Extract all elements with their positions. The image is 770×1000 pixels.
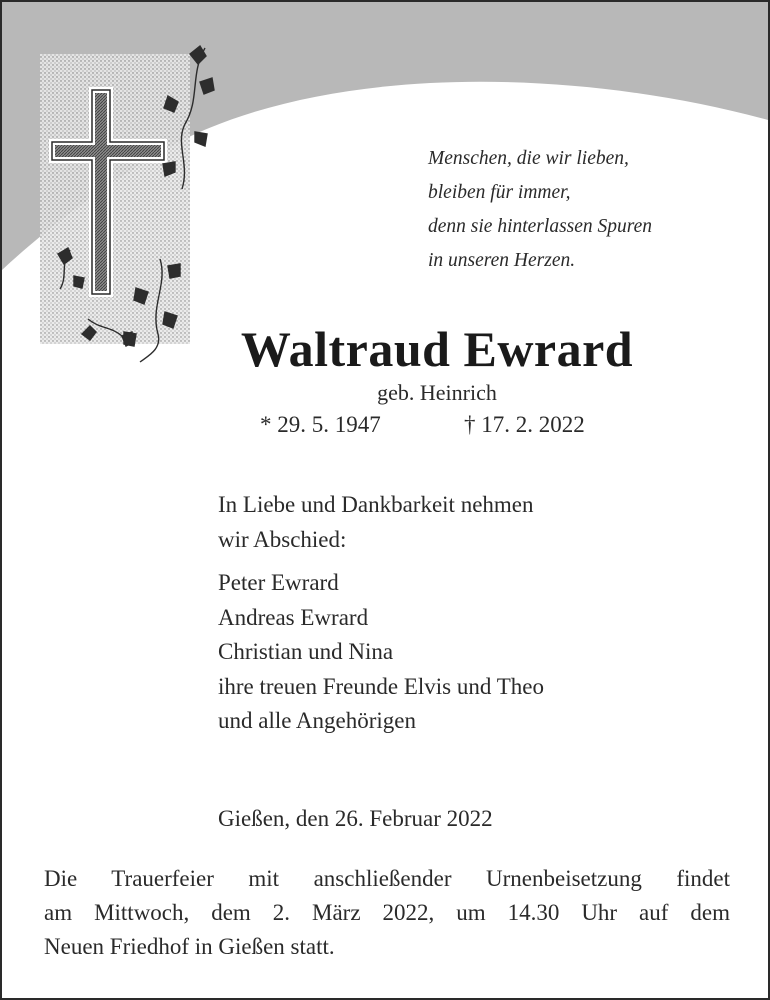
mourner-name: Andreas Ewrard (218, 604, 369, 630)
birth-name: geb. Heinrich (377, 380, 497, 405)
intro-line: wir Abschied: (218, 526, 347, 552)
deceased-name: Waltraud Ewrard (240, 321, 634, 377)
mourner-name: ihre treuen Freunde Elvis und Theo (218, 673, 544, 699)
death-date: † 17. 2. 2022 (464, 412, 585, 437)
poem-line: in unseren Herzen. (428, 250, 576, 271)
mourner-name: und alle Angehörigen (218, 708, 417, 733)
farewell-intro (218, 488, 534, 557)
ceremony-details (44, 862, 730, 964)
place-and-date: Gießen, den 26. Februar 2022 (218, 806, 493, 831)
birth-date: * 29. 5. 1947 (260, 412, 381, 437)
intro-line: In Liebe und Dankbarkeit nehmen (218, 492, 534, 517)
mourner-name: Peter Ewrard (218, 570, 339, 595)
ceremony-line: am Mittwoch, dem 2. März 2022, um 14.30 Uhr auf dem (44, 900, 730, 925)
poem-line: denn sie hinterlassen Spuren (428, 216, 653, 237)
ceremony-line: Neuen Friedhof in Gießen statt. (44, 934, 335, 959)
memorial-poem (428, 142, 748, 278)
ceremony-line: Die Trauerfeier mit anschließender Urnenbeisetzung findet (44, 866, 730, 891)
mourner-name: Christian und Nina (218, 639, 394, 664)
cross-with-ivy-illustration (40, 44, 220, 364)
mourners-list (218, 566, 544, 739)
poem-line: Menschen, die wir lieben, (428, 148, 629, 169)
poem-line: bleiben für immer, (428, 182, 571, 203)
